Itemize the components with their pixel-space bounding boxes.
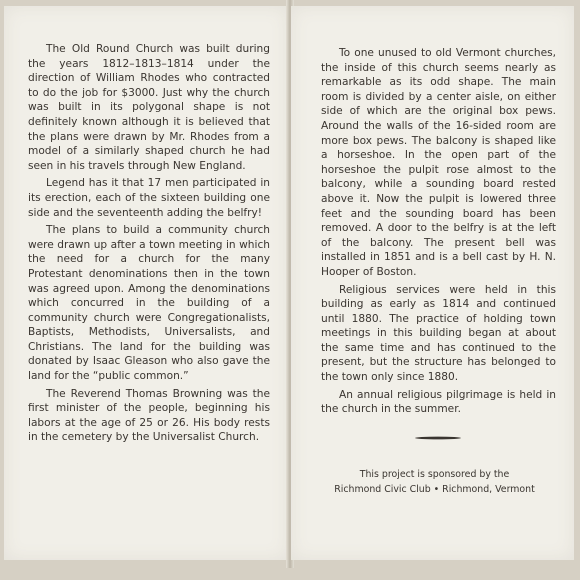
sponsor-credit xyxy=(311,467,558,497)
left-page xyxy=(4,6,288,560)
right-page xyxy=(291,6,574,560)
right-paragraph: Religious services were held in this building as early as 1814 and continued until 1880. The practice of holding town meetings in this building began at about the same time and has continued to the present, but the structure has belonged to the town only since 1880. xyxy=(321,283,556,384)
left-column xyxy=(28,42,270,448)
left-paragraph: Legend has it that 17 men participated in its erection, each of the sixteen building one side and the seventeenth adding the belfry! xyxy=(28,177,270,219)
left-paragraph: The plans to build a community church were drawn up after a town meeting in which the need for a church for the many Protestant denominations then in the town was agreed upon. Among the denominations which concurred in the building of a community church were Congregationalists, Baptists, Methodists, Universalists, and Christians. The land for the building was donated by Isaac Gleason who also gave the land for the “public common.” xyxy=(28,224,270,383)
sponsor-line: Richmond Civic Club • Richmond, Vermont xyxy=(334,484,535,495)
right-column xyxy=(321,46,556,420)
right-paragraph: To one unused to old Vermont churches, the inside of this church seems nearly as remarkable as its odd shape. The main room is divided by a center aisle, on either side of which are the original box pews. Around the walls of the 16-sided room are more box pews. The balcony is shaped like a horseshoe. In the open part of the horseshoe the pulpit rose almost to the balcony, while a sounding board rested above it. Now the pulpit is lowered three feet and the sounding board has been removed. A door to the belfry is at the left of the balcony. The present bell was installed in 1851 and is a bell cast by H. N. Hooper of Boston. xyxy=(321,47,556,278)
left-paragraph: The Reverend Thomas Browning was the first minister of the people, beginning his labors at the age of 25 or 26. His body rests in the cemetery by the Universalist Church. xyxy=(28,387,270,444)
ornamental-divider xyxy=(415,437,461,440)
sponsor-line: This project is sponsored by the xyxy=(359,469,510,480)
right-paragraph: An annual religious pilgrimage is held in the church in the summer. xyxy=(321,388,556,416)
left-paragraph: The Old Round Church was built during the years 1812–1813–1814 under the direction of William Rhodes who contracted to do the job for $3000. Just why the church was built in its polygonal shape is not definitely known although it is believed that the plans were drawn by Mr. Rhodes from a model of a similarly shaped church he had seen in his travels through New England. xyxy=(28,43,270,172)
